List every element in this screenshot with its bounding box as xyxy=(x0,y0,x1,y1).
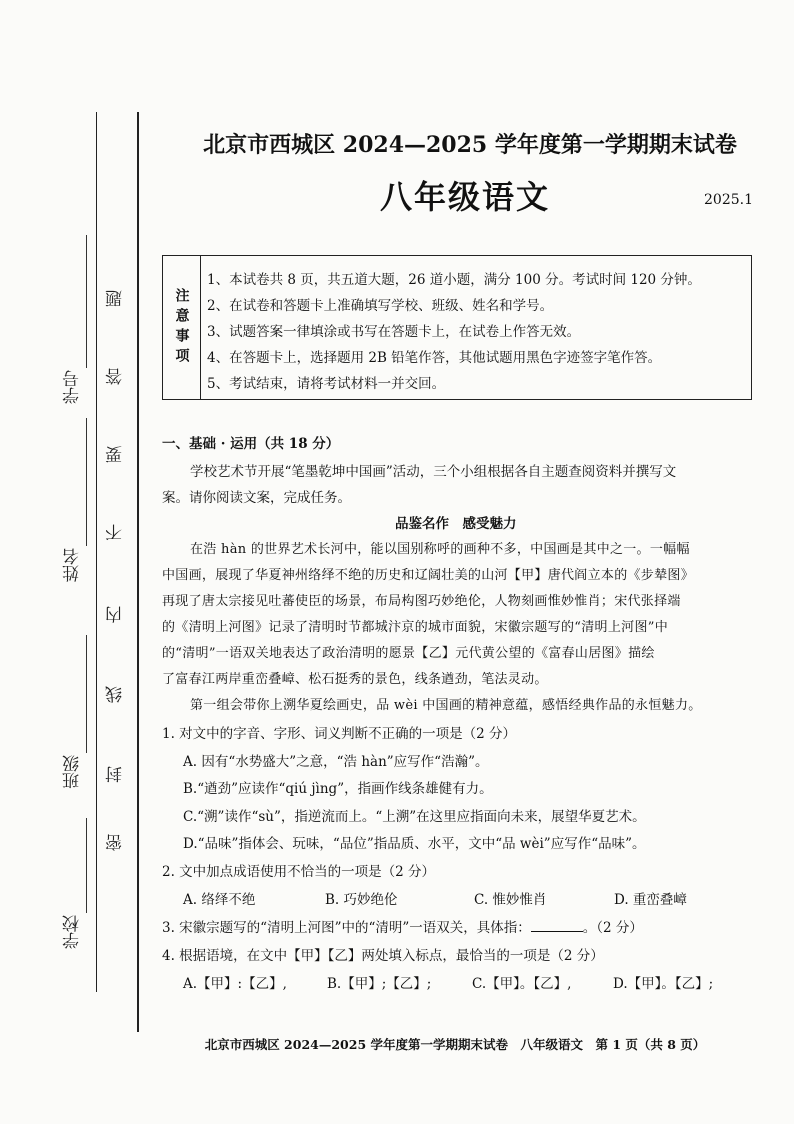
binding-line-outer xyxy=(96,112,97,992)
notice-item: 2、在试卷和答题卡上准确填写学校、班级、姓名和学号。 xyxy=(207,298,554,314)
question-2-option-d: D. 重峦叠嶂 xyxy=(614,892,687,908)
field-label-school: 学校 xyxy=(63,915,83,949)
passage-line: 的《清明上河图》记录了清明时节都城汴京的城市面貌，宋徽宗题写的“清明上河图”中 xyxy=(162,620,668,635)
passage-line: 再现了唐太宗接见吐蕃使臣的场景，布局构图巧妙绝伦，人物刻画惟妙惟肖；宋代张择端 xyxy=(162,594,681,609)
question-2-option-c: C. 惟妙惟肖 xyxy=(474,892,547,908)
notice-box xyxy=(162,255,752,400)
question-4-option-c: C.【甲】。【乙】, xyxy=(472,976,572,992)
page-footer: 北京市西城区 2024—2025 学年度第一学期期末试卷 八年级语文 第 1 页（共 8 页） xyxy=(204,1037,706,1052)
notice-item: 5、考试结束，请将考试材料一并交回。 xyxy=(207,376,446,392)
question-4-option-a: A.【甲】:【乙】, xyxy=(183,976,287,992)
binding-line-inner xyxy=(137,112,139,1032)
question-1-stem: 1. 对文中的字音、字形、词义判断不正确的一项是（2 分） xyxy=(162,726,517,742)
seal-char: 题 xyxy=(106,290,126,307)
question-3-stem xyxy=(162,916,643,936)
passage-line: 在浩 hàn 的世界艺术长河中，能以国别称呼的画种不多，中国画是其中之一。一幅幅 xyxy=(190,542,690,557)
answer-blank[interactable] xyxy=(531,919,583,932)
passage-line: 第一组会带你上溯华夏绘画史，品 wèi 中国画的精神意蕴，感悟经典作品的永恒魅力。 xyxy=(190,698,702,713)
field-label-class: 班级 xyxy=(63,755,83,789)
section-intro: 案。请你阅读文案，完成任务。 xyxy=(162,490,351,506)
seal-char: 线 xyxy=(106,686,126,703)
field-label-student-id: 学号 xyxy=(63,370,83,404)
question-1-option-d: D.“品味”指体会、玩味，“品位”指品质、水平，文中“品 wèi”应写作“品味”。 xyxy=(183,836,646,852)
seal-char: 内 xyxy=(106,606,126,623)
question-4-option-b: B.【甲】;【乙】; xyxy=(327,976,432,992)
question-3-score: 。（2 分） xyxy=(582,920,643,936)
question-1-option-a: A. 因有“水势盛大”之意，“浩 hàn”应写作“浩瀚”。 xyxy=(183,754,489,770)
seal-char: 密 xyxy=(106,834,126,851)
question-1-option-c: C.“溯”读作“sù”，指逆流而上。“上溯”在这里应指面向未来，展望华夏艺术。 xyxy=(183,809,646,825)
notice-list xyxy=(207,267,745,397)
seal-char: 封 xyxy=(106,766,126,783)
notice-heading: 注意事项 xyxy=(163,256,201,399)
seal-char: 要 xyxy=(106,446,126,463)
notice-item: 4、在答题卡上，选择题用 2B 铅笔作答，其他试题用黑色字迹签字笔作答。 xyxy=(207,350,662,366)
question-4-option-d: D.【甲】。【乙】; xyxy=(613,976,714,992)
seal-char: 答 xyxy=(106,368,126,385)
exam-subtitle: 八年级语文 xyxy=(380,178,551,216)
seal-char: 不 xyxy=(106,524,126,541)
notice-item: 3、试题答案一律填涂或书写在答题卡上，在试卷上作答无效。 xyxy=(207,324,581,340)
passage-title: 品鉴名作 感受魅力 xyxy=(395,516,517,532)
exam-title: 北京市西城区 2024—2025 学年度第一学期期末试卷 xyxy=(203,132,737,158)
passage-line: 了富春江两岸重峦叠嶂、松石挺秀的景色，线条遒劲，笔法灵动。 xyxy=(162,672,548,687)
notice-item: 1、本试卷共 8 页，共五道大题，26 道小题，满分 100 分。考试时间 120 分钟。 xyxy=(207,272,701,288)
field-line-class[interactable] xyxy=(86,635,87,753)
section-intro: 学校艺术节开展“笔墨乾坤中国画”活动，三个小组根据各自主题查阅资料并撰写文 xyxy=(190,464,677,480)
question-2-option-b: B. 巧妙绝伦 xyxy=(325,892,398,908)
question-4-stem: 4. 根据语境，在文中【甲】【乙】两处填入标点，最恰当的一项是（2 分） xyxy=(162,948,604,964)
question-3-text: 3. 宋徽宗题写的“清明上河图”中的“清明”一语双关，具体指： xyxy=(162,920,531,936)
section-heading: 一、基础 · 运用（共 18 分） xyxy=(162,436,340,452)
field-line-name[interactable] xyxy=(86,418,87,546)
passage-line: 的“清明”一语双关地表达了政治清明的愿景【乙】元代黄公望的《富春山居图》描绘 xyxy=(162,646,655,661)
question-2-option-a: A. 络绎不绝 xyxy=(183,892,256,908)
field-line-student-id[interactable] xyxy=(86,235,87,368)
question-2-stem: 2. 文中加点成语使用不恰当的一项是（2 分） xyxy=(162,864,436,880)
exam-date: 2025.1 xyxy=(704,192,753,208)
field-label-name: 姓名 xyxy=(63,548,83,582)
field-line-school[interactable] xyxy=(86,818,87,913)
passage-line: 中国画，展现了华夏神州络绎不绝的历史和辽阔壮美的山河【甲】唐代阎立本的《步辇图》 xyxy=(162,568,695,583)
question-1-option-b: B.“遒劲”应读作“qiú jìng”，指画作线条雄健有力。 xyxy=(183,781,493,797)
